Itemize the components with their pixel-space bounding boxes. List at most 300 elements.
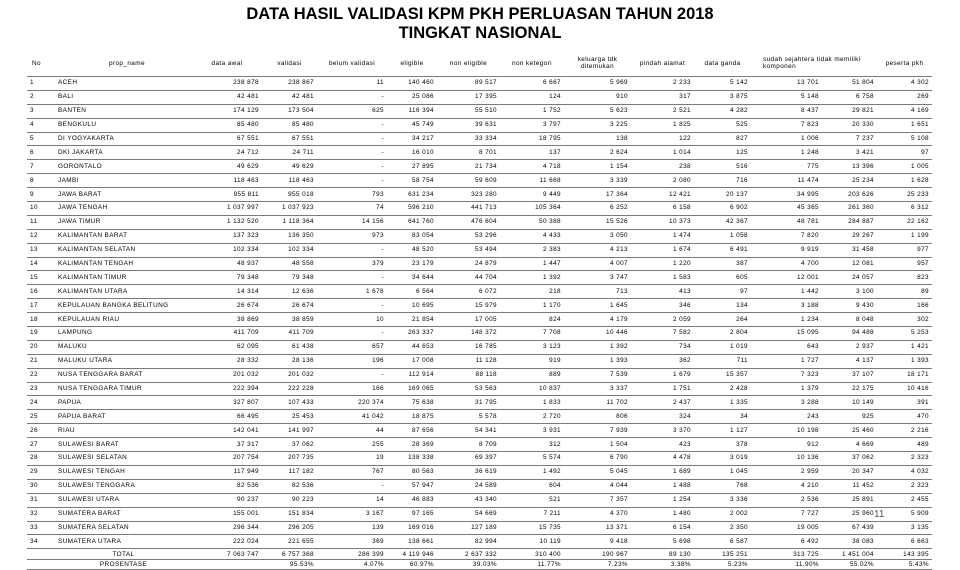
row-number: 17 bbox=[30, 301, 38, 309]
data-cell: 37 107 bbox=[852, 371, 875, 379]
data-cell: 38 869 bbox=[237, 315, 259, 323]
data-cell: 919 bbox=[549, 357, 561, 365]
data-cell: 3 100 bbox=[856, 287, 875, 295]
data-cell: 196 bbox=[372, 357, 384, 365]
data-cell: 1 248 bbox=[801, 148, 819, 156]
data-cell: 79 348 bbox=[292, 273, 314, 281]
data-cell: 1 234 bbox=[801, 315, 819, 323]
data-cell: 317 bbox=[679, 93, 691, 101]
row-number: 25 bbox=[30, 412, 38, 420]
data-cell: 1 254 bbox=[673, 496, 691, 504]
data-cell: 6 158 bbox=[673, 204, 691, 212]
data-cell: 1 651 bbox=[911, 121, 930, 129]
data-cell: 824 bbox=[549, 315, 561, 323]
data-cell: 55 510 bbox=[475, 107, 497, 115]
data-cell: 2 233 bbox=[673, 79, 691, 87]
data-cell: 955 811 bbox=[233, 190, 259, 198]
data-cell: 118 463 bbox=[233, 176, 259, 184]
province-name: KALIMANTAN BARAT bbox=[58, 232, 128, 240]
data-cell: 97 bbox=[921, 148, 930, 156]
table-row bbox=[27, 354, 932, 368]
data-cell: 1 058 bbox=[730, 232, 748, 240]
data-cell: 643 bbox=[807, 343, 819, 351]
data-cell: 6 072 bbox=[479, 287, 497, 295]
total-row-cell: 313 725 bbox=[793, 550, 819, 558]
data-cell: 1 170 bbox=[543, 301, 561, 309]
data-cell: 118 463 bbox=[288, 176, 314, 184]
data-cell: 269 bbox=[917, 93, 930, 101]
row-number: 2 bbox=[30, 93, 34, 101]
data-cell: 39 631 bbox=[475, 121, 497, 129]
data-cell: 19 005 bbox=[797, 523, 819, 531]
percentage-row-cell: 11.90% bbox=[795, 561, 819, 569]
percentage-row-cell bbox=[192, 559, 262, 570]
data-cell: 117 949 bbox=[233, 468, 259, 476]
col-header-no: No bbox=[32, 59, 41, 67]
table-row bbox=[27, 118, 932, 132]
row-number: 16 bbox=[30, 287, 38, 295]
data-cell: 107 433 bbox=[288, 398, 314, 406]
data-cell: 25 453 bbox=[292, 412, 314, 420]
data-cell: 10 695 bbox=[412, 301, 434, 309]
data-cell: 441 713 bbox=[471, 204, 497, 212]
province-name: SULAWESI TENGGARA bbox=[58, 482, 136, 490]
table-row bbox=[27, 90, 932, 104]
data-cell: 26 674 bbox=[292, 301, 314, 309]
data-cell: 3 288 bbox=[801, 398, 819, 406]
data-cell: 3 123 bbox=[543, 343, 561, 351]
data-cell: 222 024 bbox=[233, 537, 259, 545]
data-cell: 117 182 bbox=[288, 468, 314, 476]
data-cell: 90 237 bbox=[237, 496, 259, 504]
data-cell: 1 006 bbox=[801, 135, 819, 142]
data-cell: 125 bbox=[736, 148, 748, 156]
data-cell: 67 551 bbox=[292, 135, 314, 142]
data-cell: 169 065 bbox=[408, 385, 434, 393]
province-name: NUSA TENGGARA BARAT bbox=[58, 371, 143, 379]
data-cell: 5 574 bbox=[543, 454, 561, 462]
data-cell: 25 233 bbox=[907, 190, 930, 198]
data-cell: 1 492 bbox=[543, 468, 561, 476]
table-row bbox=[27, 313, 932, 327]
data-cell: 324 bbox=[679, 412, 691, 420]
data-cell: 2 521 bbox=[673, 107, 691, 115]
data-cell: 10 373 bbox=[669, 218, 691, 226]
data-cell: 378 bbox=[736, 440, 748, 448]
data-cell: 12 001 bbox=[797, 273, 819, 281]
data-cell: 6 663 bbox=[911, 537, 930, 545]
col-header-eligible: eligible bbox=[400, 59, 424, 67]
data-cell: 124 bbox=[549, 93, 561, 101]
data-cell: 243 bbox=[807, 412, 819, 420]
data-cell: 28 136 bbox=[292, 357, 314, 365]
data-cell: 75 638 bbox=[412, 398, 434, 406]
data-cell: 323 280 bbox=[471, 190, 497, 198]
data-cell: - bbox=[381, 482, 384, 490]
row-number: 29 bbox=[30, 468, 38, 476]
data-cell: 641 760 bbox=[408, 218, 434, 226]
data-cell: 102 334 bbox=[233, 246, 259, 254]
province-name: PAPUA BARAT bbox=[58, 412, 106, 420]
province-name: JAWA TENGAH bbox=[58, 204, 108, 212]
data-cell: 207 735 bbox=[288, 454, 314, 462]
province-name: KEPULAUAN RIAU bbox=[58, 315, 120, 323]
data-cell: 44 704 bbox=[475, 273, 497, 281]
data-cell: 3 337 bbox=[610, 385, 628, 393]
data-cell: 3 135 bbox=[911, 523, 930, 531]
data-cell: 102 334 bbox=[288, 246, 314, 254]
data-cell: 4 282 bbox=[730, 107, 748, 115]
data-cell: 5 909 bbox=[911, 510, 930, 518]
percentage-row-cell: 95.53% bbox=[289, 561, 314, 569]
table-row bbox=[27, 285, 932, 299]
percentage-row-cell: 39.03% bbox=[472, 561, 497, 569]
province-name: SUMATERA SELATAN bbox=[58, 523, 130, 531]
data-cell: 51 804 bbox=[852, 79, 875, 87]
data-cell: 45 365 bbox=[797, 204, 819, 212]
data-cell: 2 059 bbox=[673, 315, 691, 323]
data-cell: 57 947 bbox=[412, 482, 434, 490]
data-cell: 139 bbox=[372, 523, 384, 531]
data-cell: 85 480 bbox=[237, 121, 259, 129]
data-cell: 9 418 bbox=[610, 537, 628, 545]
data-cell: 14 bbox=[376, 496, 384, 504]
data-cell: 4 007 bbox=[610, 260, 628, 268]
data-cell: 54 341 bbox=[475, 426, 497, 434]
data-cell: 105 364 bbox=[535, 204, 561, 212]
data-cell: 3 339 bbox=[610, 176, 628, 184]
total-row-cell: 6 757 368 bbox=[281, 550, 314, 558]
data-cell: 284 887 bbox=[848, 218, 875, 226]
total-row-cell: 1 451 004 bbox=[841, 550, 875, 558]
data-cell: 7 323 bbox=[801, 371, 819, 379]
data-cell: 122 bbox=[679, 135, 691, 142]
data-cell: 516 bbox=[736, 162, 748, 170]
data-cell: 13 701 bbox=[797, 79, 819, 87]
data-cell: 41 042 bbox=[362, 412, 384, 420]
data-cell: 36 619 bbox=[475, 468, 497, 476]
data-cell: 89 517 bbox=[475, 79, 497, 87]
data-cell: 1 045 bbox=[730, 468, 748, 476]
data-cell: - bbox=[381, 246, 384, 254]
data-cell: 1 127 bbox=[730, 426, 748, 434]
data-cell: 31 795 bbox=[475, 398, 497, 406]
data-cell: 5 148 bbox=[801, 93, 819, 101]
data-cell: 2 350 bbox=[730, 523, 748, 531]
data-cell: 25 891 bbox=[852, 496, 875, 504]
data-cell: 7 357 bbox=[610, 496, 628, 504]
data-cell: 1 752 bbox=[543, 107, 561, 115]
data-cell: 2 437 bbox=[673, 398, 691, 406]
data-cell: 4 210 bbox=[801, 482, 819, 490]
province-name: MALUKU UTARA bbox=[58, 357, 113, 365]
data-cell: 4 669 bbox=[856, 440, 875, 448]
blank-cell bbox=[27, 549, 55, 560]
data-cell: 4 700 bbox=[801, 260, 819, 268]
data-cell: 24 711 bbox=[292, 148, 314, 156]
data-cell: 713 bbox=[616, 287, 628, 295]
col-header-pindah-alamat: pindah alamat bbox=[639, 59, 686, 67]
row-number: 21 bbox=[30, 357, 38, 365]
data-cell: 12 081 bbox=[852, 260, 875, 268]
row-number: 14 bbox=[30, 260, 38, 268]
data-cell: 6 902 bbox=[730, 204, 748, 212]
data-cell: 6 492 bbox=[801, 537, 819, 545]
data-cell: 5 045 bbox=[610, 468, 628, 476]
col-header-prop-name: prop_name bbox=[109, 59, 145, 67]
data-cell: 10 119 bbox=[539, 537, 561, 545]
data-cell: 24 057 bbox=[852, 273, 875, 281]
data-cell: 411 709 bbox=[288, 329, 314, 337]
data-cell: 116 394 bbox=[408, 107, 434, 115]
row-number: 7 bbox=[30, 162, 34, 170]
data-cell: 327 807 bbox=[233, 398, 259, 406]
data-cell: 6 312 bbox=[911, 204, 930, 212]
data-cell: 42 481 bbox=[292, 93, 314, 101]
data-cell: 3 747 bbox=[610, 273, 628, 281]
data-cell: 15 357 bbox=[726, 371, 748, 379]
data-cell: 11 702 bbox=[606, 398, 628, 406]
data-cell: 476 604 bbox=[471, 218, 497, 226]
data-cell: 10 bbox=[376, 315, 384, 323]
data-cell: 1 825 bbox=[673, 121, 691, 129]
data-cell: 5 623 bbox=[610, 107, 628, 115]
data-cell: 45 749 bbox=[412, 121, 434, 129]
row-number: 11 bbox=[30, 218, 38, 226]
data-cell: 59 609 bbox=[475, 176, 497, 184]
data-cell: 2 720 bbox=[543, 412, 561, 420]
data-cell: 6 667 bbox=[543, 79, 561, 87]
table-row bbox=[27, 465, 932, 479]
data-cell: 173 504 bbox=[288, 107, 314, 115]
row-number: 19 bbox=[30, 329, 38, 337]
data-cell: 716 bbox=[736, 176, 748, 184]
data-cell: 3 050 bbox=[610, 232, 628, 240]
data-cell: 34 bbox=[740, 412, 748, 420]
data-cell: 261 360 bbox=[848, 204, 875, 212]
data-cell: 2 536 bbox=[801, 496, 819, 504]
data-cell: 1 037 923 bbox=[281, 204, 314, 212]
total-row-label: TOTAL bbox=[112, 550, 135, 558]
data-cell: 136 350 bbox=[288, 232, 314, 240]
province-name: DKI JAKARTA bbox=[58, 148, 104, 156]
title-line-1: DATA HASIL VALIDASI KPM PKH PERLUASAN TAHUN 2018 bbox=[246, 5, 714, 23]
data-cell: 2 216 bbox=[911, 426, 930, 434]
data-cell: 140 460 bbox=[408, 79, 434, 87]
data-cell: 2 002 bbox=[730, 510, 748, 518]
data-cell: 16 010 bbox=[412, 148, 434, 156]
total-row bbox=[27, 549, 932, 560]
data-cell: 48 558 bbox=[292, 260, 314, 268]
province-name: BALI bbox=[58, 93, 74, 101]
data-cell: 18 795 bbox=[539, 135, 561, 142]
data-cell: 5 578 bbox=[479, 412, 497, 420]
province-name: KALIMANTAN SELATAN bbox=[58, 246, 136, 254]
col-header-data-awal: data awal bbox=[211, 59, 243, 67]
table-row bbox=[27, 243, 932, 257]
row-number: 13 bbox=[30, 246, 38, 254]
row-number: 33 bbox=[30, 523, 38, 531]
data-cell: 775 bbox=[807, 162, 819, 170]
data-cell: 1 645 bbox=[610, 301, 628, 309]
data-cell: 8 437 bbox=[801, 107, 819, 115]
data-cell: 10 149 bbox=[852, 398, 875, 406]
data-cell: 4 032 bbox=[911, 468, 930, 476]
data-cell: 1 379 bbox=[801, 385, 819, 393]
row-number: 3 bbox=[30, 107, 34, 115]
province-name: SULAWESI TENGAH bbox=[58, 468, 126, 476]
data-cell: 1 678 bbox=[366, 287, 384, 295]
data-cell: 24 589 bbox=[475, 482, 497, 490]
data-cell: 9 449 bbox=[543, 190, 561, 198]
data-cell: 141 997 bbox=[288, 426, 314, 434]
data-cell: 5 969 bbox=[610, 79, 628, 87]
table-row bbox=[27, 271, 932, 285]
data-cell: 1 488 bbox=[673, 482, 691, 490]
data-cell: 61 438 bbox=[292, 343, 314, 351]
data-cell: 489 bbox=[917, 440, 930, 448]
data-cell: 346 bbox=[679, 301, 691, 309]
data-cell: 1 504 bbox=[610, 440, 628, 448]
total-row-cell: 286 399 bbox=[358, 550, 384, 558]
data-cell: 142 041 bbox=[233, 426, 259, 434]
percentage-row-label: PROSENTASE bbox=[99, 561, 148, 569]
province-name: SULAWESI BARAT bbox=[58, 440, 119, 448]
data-cell: 21 734 bbox=[475, 162, 497, 170]
data-cell: 222 228 bbox=[288, 385, 314, 393]
province-name: JAWA BARAT bbox=[58, 190, 102, 198]
data-cell: 823 bbox=[917, 273, 930, 281]
data-cell: 15 735 bbox=[539, 523, 561, 531]
province-name: LAMPUNG bbox=[58, 329, 93, 337]
data-cell: 25 234 bbox=[852, 176, 875, 184]
data-cell: 3 167 bbox=[366, 510, 384, 518]
data-cell: 29 821 bbox=[852, 107, 875, 115]
data-cell: 4 137 bbox=[856, 357, 875, 365]
data-cell: 977 bbox=[917, 246, 930, 254]
row-number: 22 bbox=[30, 371, 38, 379]
province-name: ACEH bbox=[58, 79, 78, 87]
data-cell: 15 526 bbox=[606, 218, 628, 226]
data-cell: - bbox=[381, 176, 384, 184]
data-cell: 48 781 bbox=[797, 218, 819, 226]
data-cell: 44 bbox=[376, 426, 384, 434]
data-cell: 1 689 bbox=[673, 468, 691, 476]
data-cell: 67 439 bbox=[852, 523, 875, 531]
table-row bbox=[27, 77, 932, 91]
data-cell: 657 bbox=[372, 343, 384, 351]
table-row bbox=[27, 479, 932, 493]
data-cell: 2 323 bbox=[911, 454, 930, 462]
data-cell: - bbox=[381, 121, 384, 129]
percentage-row-cell: 60.97% bbox=[409, 561, 434, 569]
data-cell: 2 383 bbox=[543, 246, 561, 254]
data-cell: 5 253 bbox=[911, 329, 930, 337]
province-name: SUMATERA BARAT bbox=[58, 510, 121, 518]
data-cell: 169 016 bbox=[408, 523, 434, 531]
row-number: 5 bbox=[30, 135, 34, 142]
row-number: 34 bbox=[30, 537, 38, 545]
data-cell: 7 708 bbox=[543, 329, 561, 337]
data-cell: 1 833 bbox=[543, 398, 561, 406]
data-cell: 605 bbox=[736, 273, 748, 281]
data-cell: 134 bbox=[736, 301, 748, 309]
data-cell: 4 213 bbox=[610, 246, 628, 254]
data-cell: 1 474 bbox=[673, 232, 691, 240]
total-row-cell: 2 637 332 bbox=[464, 550, 497, 558]
title-line-2: TINGKAT NASIONAL bbox=[398, 24, 562, 42]
row-number: 18 bbox=[30, 315, 38, 323]
data-cell: 22 162 bbox=[907, 218, 930, 226]
province-name: KALIMANTAN TENGAH bbox=[58, 260, 134, 268]
percentage-row-cell: 11.77% bbox=[537, 561, 561, 569]
percentage-row bbox=[27, 559, 932, 570]
data-cell: 48 520 bbox=[412, 246, 434, 254]
data-cell: 31 458 bbox=[852, 246, 875, 254]
data-cell: 3 225 bbox=[610, 121, 628, 129]
data-cell: 625 bbox=[372, 107, 384, 115]
total-row-cell: 4 119 946 bbox=[402, 550, 434, 558]
data-cell: 17 008 bbox=[412, 357, 434, 365]
data-cell: 3 370 bbox=[673, 426, 691, 434]
data-cell: 6 252 bbox=[610, 204, 628, 212]
col-header-non-ketegori: non ketegori bbox=[512, 59, 552, 67]
data-cell: 80 563 bbox=[412, 468, 434, 476]
data-cell: 312 bbox=[549, 440, 561, 448]
blank-cell bbox=[27, 559, 55, 570]
province-name: KEPULAUAN BANGKA BELITUNG bbox=[58, 301, 169, 309]
data-cell: 3 336 bbox=[730, 496, 748, 504]
data-cell: 379 bbox=[372, 260, 384, 268]
data-cell: - bbox=[381, 93, 384, 101]
data-cell: 42 367 bbox=[726, 218, 748, 226]
data-cell: 49 629 bbox=[292, 162, 314, 170]
data-cell: 955 018 bbox=[288, 190, 314, 198]
data-cell: 155 001 bbox=[233, 510, 259, 518]
data-cell: 11 bbox=[376, 79, 384, 87]
data-cell: 734 bbox=[679, 343, 691, 351]
data-cell: 4 478 bbox=[673, 454, 691, 462]
data-cell: 148 372 bbox=[471, 329, 497, 337]
province-name: KALIMANTAN UTARA bbox=[58, 287, 128, 295]
data-cell: 525 bbox=[736, 121, 748, 129]
data-cell: 138 338 bbox=[408, 454, 434, 462]
table-row bbox=[27, 410, 932, 424]
data-cell: 827 bbox=[736, 135, 748, 142]
col-header-keluarga-tdk-ditemukan: keluarga tdk ditemukan bbox=[577, 56, 618, 70]
data-cell: 20 137 bbox=[726, 190, 748, 198]
data-cell: 302 bbox=[917, 315, 930, 323]
data-cell: 7 211 bbox=[543, 510, 561, 518]
data-cell: 10 198 bbox=[797, 426, 819, 434]
table-row bbox=[27, 438, 932, 452]
data-cell: - bbox=[381, 329, 384, 337]
data-cell: 48 937 bbox=[237, 260, 259, 268]
data-cell: 14 156 bbox=[362, 218, 384, 226]
data-cell: 62 095 bbox=[237, 343, 259, 351]
data-cell: 15 095 bbox=[797, 329, 819, 337]
data-cell: - bbox=[381, 273, 384, 281]
data-cell: 50 388 bbox=[539, 218, 561, 226]
row-number: 20 bbox=[30, 343, 38, 351]
data-cell: 25 960 bbox=[852, 510, 875, 518]
data-cell: - bbox=[381, 135, 384, 142]
data-cell: 12 421 bbox=[669, 190, 691, 198]
data-cell: 2 959 bbox=[801, 468, 819, 476]
data-cell: 14 314 bbox=[237, 287, 259, 295]
data-cell: 4 718 bbox=[543, 162, 561, 170]
data-cell: 137 323 bbox=[233, 232, 259, 240]
